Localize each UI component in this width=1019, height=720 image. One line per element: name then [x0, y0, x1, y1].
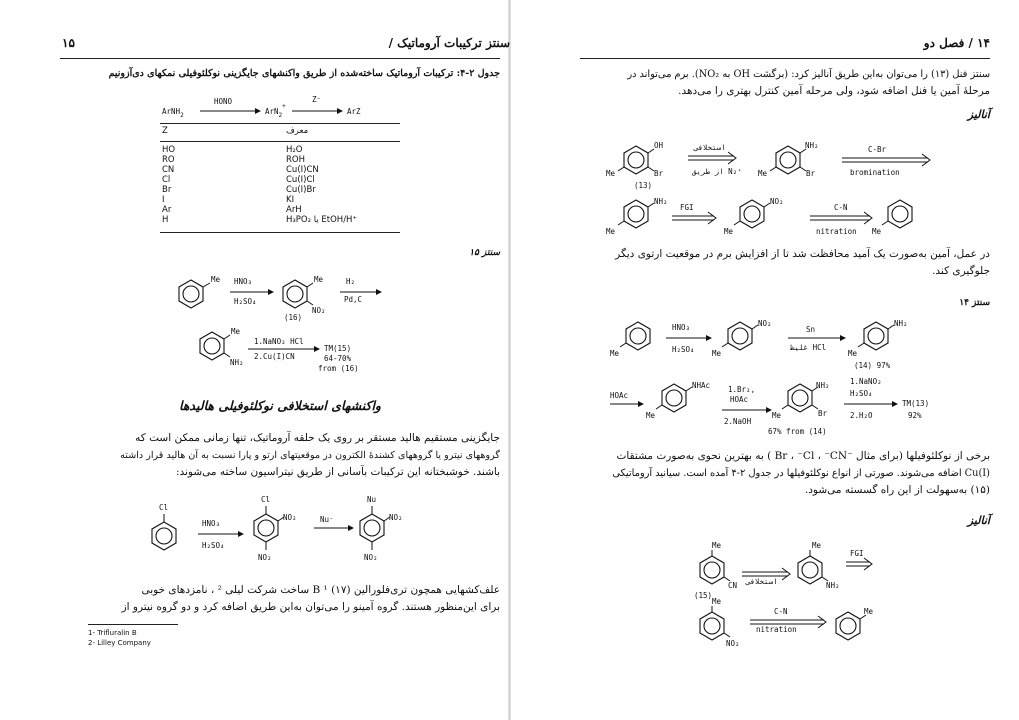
s14-nh2b: NH₂ — [816, 381, 830, 390]
left-header-title: سنتز ترکیبات آروماتیک — [397, 36, 510, 50]
scheme-intermediate: ArN$_2$+ — [265, 103, 286, 119]
nitr-cl1: Cl — [159, 503, 169, 512]
a2-nitration: nitration — [816, 227, 857, 236]
nitr-no2d: NO₂ — [364, 553, 378, 562]
table-cell-z: H — [162, 215, 169, 225]
nitr-no2b: NO₂ — [258, 553, 272, 562]
table-cell-z: Ar — [162, 205, 172, 215]
s14-naoh: 2.NaOH — [724, 417, 752, 426]
nitr-nu2: Nu — [367, 495, 377, 504]
reagent-table — [160, 126, 400, 136]
a2-me: Me — [606, 227, 616, 236]
s15-step1: 1.NaNO₂ HCl — [254, 337, 304, 346]
scheme-reactant: ArNH$_2$ — [162, 107, 184, 119]
a4-cn: C-N — [774, 607, 788, 616]
scheme-product: ArZ — [347, 107, 361, 116]
a2-fgi: FGI — [680, 203, 694, 212]
s14-me5: Me — [772, 411, 782, 420]
right-header-sep: / — [968, 36, 973, 50]
nitration-scheme — [140, 492, 440, 578]
table-row — [160, 195, 400, 205]
s14-hoac: HOAc — [610, 391, 629, 400]
left-paragraph-line: باشند. خوشبختانه این ترکیبات بآسانی از طریق نیتراسیون ساخته می‌شوند: — [175, 466, 500, 478]
right-paragraph-line: مرحلهٔ آمین یا فنل اضافه شود، ولی مرحله آمین کنترل بهتری را می‌دهد. — [678, 85, 990, 97]
right-page-number: ۱۴ — [977, 36, 990, 50]
right-paragraph-3 — [578, 448, 990, 499]
nitr-nu: Nu⁻ — [320, 515, 334, 524]
a1-arrow-bottom: از طریق N₂⁺ — [692, 167, 742, 176]
s15-label16: (16) — [284, 313, 303, 322]
table-top-rule — [160, 123, 400, 124]
table-cell-reagent: Cu(I)Br — [286, 185, 316, 195]
a1-arrow-top: استخلافی — [694, 143, 726, 152]
s14-me: Me — [610, 349, 620, 358]
a1-br2: Br — [806, 169, 816, 178]
s15-h2: H₂ — [346, 277, 356, 286]
a2-cn: C-N — [834, 203, 848, 212]
s14-h2so4: H₂SO₄ — [672, 345, 695, 354]
a4-me2: Me — [864, 607, 874, 616]
a3-label15: (15) — [694, 591, 713, 600]
left-paragraph-line: جایگزینی مستقیم هالید مستقر بر روی یک حلقه آروماتیک، تنها زمانی ممکن است که — [135, 432, 500, 444]
right-header — [810, 36, 990, 50]
right-paragraph-2 — [578, 246, 990, 280]
table-col-z: Z — [162, 126, 168, 136]
synthesis-15-scheme — [150, 262, 410, 384]
footnote-rule — [88, 624, 178, 625]
s15-no2: NO₂ — [312, 306, 326, 315]
s14-tm: TM(13) — [902, 399, 930, 408]
a1-br: Br — [654, 169, 664, 178]
synth14-label: سنتز ۱۴ — [959, 298, 990, 308]
s14-nhac: NHAc — [692, 381, 711, 390]
right-paragraph-line: سنتز فنل (۱۳) را می‌توان به‌این طریق آنالیز کرد: (برگشت OH به NO₂). برم می‌تواند در — [627, 69, 990, 80]
footnotes — [88, 628, 151, 648]
a2-no2: NO₂ — [770, 197, 784, 206]
a1-nh2: NH₂ — [805, 141, 819, 150]
table-row — [160, 165, 400, 175]
s15-h2so4: H₂SO₄ — [234, 297, 257, 306]
a3-nh2: NH₂ — [826, 581, 840, 590]
right-paragraph3-line: (۱۵) به‌سهولت از این راه گسسته می‌شود. — [804, 484, 990, 496]
scheme-arrowhead1 — [255, 108, 261, 114]
table-cell-z: Br — [162, 185, 172, 195]
s15-pdc: Pd,C — [344, 295, 363, 304]
a1-cbr: C-Br — [868, 145, 887, 154]
s14-hcl: غلیظ HCl — [790, 343, 827, 352]
s14-yield2: 92% — [908, 411, 922, 420]
a1-oh: OH — [654, 141, 664, 150]
diazonium-scheme — [160, 92, 400, 122]
table-caption: جدول ۲-۴: ترکیبات آروماتیک ساخته‌شده از طریق واکنشهای جایگزینی نوکلئوفیلی نمکهای دی‌آزونیم — [108, 68, 500, 79]
s15-step2: 2.Cu(I)CN — [254, 352, 295, 361]
s15-yield: 64-70% — [324, 354, 352, 363]
a1-bromination: bromination — [850, 168, 900, 177]
table-cell-z: I — [162, 195, 165, 205]
a1-me2: Me — [758, 169, 768, 178]
nitr-h2so4: H₂SO₄ — [202, 541, 225, 550]
right-paragraph — [578, 66, 990, 100]
table-body — [160, 145, 400, 225]
footnote-2: 2- Lilley Company — [88, 639, 151, 647]
table-col-reagent: معرف — [286, 126, 309, 136]
s14-no2: NO₂ — [758, 319, 772, 328]
table-row — [160, 175, 400, 185]
analysis-label-1: آنالیز — [967, 108, 990, 121]
s14-me4: Me — [646, 411, 656, 420]
s14-hoac2: HOAc — [730, 395, 749, 404]
a2-nh2: NH₂ — [654, 197, 668, 206]
table-header-row — [160, 126, 400, 136]
table-row — [160, 185, 400, 195]
s15-nh2: NH₂ — [230, 358, 244, 367]
aromatic-circle — [183, 286, 199, 302]
a3-me: Me — [712, 541, 722, 550]
right-paragraph3-line: برخی از نوکلئوفیلها (برای مثال ⁻Br ، ⁻Cl ، ⁻CN ) به بهترین نحوی به‌صورت مشتقات — [616, 450, 990, 462]
section-title: واکنشهای استخلافی نوکلئوفیلی هالیدها — [179, 398, 381, 413]
analysis-label-2: آنالیز — [967, 514, 990, 527]
s14-me3: Me — [848, 349, 858, 358]
a1-me: Me — [606, 169, 616, 178]
s15-me2: Me — [314, 275, 324, 284]
table-cell-reagent: H₂O — [286, 145, 303, 155]
scheme-arrowhead2 — [337, 108, 343, 114]
table-cell-reagent: H₃PO₂ یا EtOH/H⁺ — [286, 215, 357, 225]
a4-no2: NO₂ — [726, 639, 740, 648]
a2-me2: Me — [724, 227, 734, 236]
s14-sn: Sn — [806, 325, 816, 334]
a4-me: Me — [712, 597, 722, 606]
synthesis-14-scheme — [610, 310, 1000, 460]
a3-fgi: FGI — [850, 549, 864, 558]
s14-label14: (14) 97% — [854, 361, 891, 370]
left-page-number: ۱۵ — [62, 36, 75, 50]
table-cell-z: HO — [162, 145, 176, 155]
table-cell-z: CN — [162, 165, 175, 175]
s15-tm: TM(15) — [324, 344, 352, 353]
a1-label13: (13) — [634, 181, 653, 190]
table-cell-z: RO — [162, 155, 175, 165]
left-paragraph2-line: علف‌کشهایی همچون تری‌فلورالین B ¹ (۱۷) ساخت شرکت لیلی ² ، نامزدهای خوبی — [141, 584, 500, 596]
s14-nh2: NH₂ — [894, 319, 908, 328]
s14-yield: 67% from (14) — [768, 427, 827, 436]
table-row — [160, 205, 400, 215]
table-row — [160, 215, 400, 225]
analysis-2-scheme — [670, 538, 950, 658]
right-header-rule — [580, 58, 990, 59]
table-cell-z: Cl — [162, 175, 171, 185]
table-row — [160, 155, 400, 165]
scheme-reagent2: Z⁻ — [312, 95, 322, 104]
footnote-1: 1- Trifluralin B — [88, 629, 137, 637]
a4-nitration: nitration — [756, 625, 797, 634]
right-header-title: فصل دو — [923, 36, 965, 50]
left-paragraph-2 — [60, 582, 500, 616]
table-cell-reagent: ArH — [286, 205, 302, 215]
right-page — [510, 0, 1019, 720]
table-cell-reagent: Cu(I)CN — [286, 165, 319, 175]
nitr-no2c: NO₂ — [389, 513, 403, 522]
right-paragraph2-line: در عمل، آمین به‌صورت یک آمید محافظت شد تا از افزایش برم در موقعیت ارتوی دیگر — [615, 248, 990, 260]
left-paragraph — [60, 430, 500, 481]
nitr-hno3: HNO₃ — [202, 519, 221, 528]
s14-nano2: 1.NaNO₂ — [850, 377, 882, 386]
s14-br: Br — [818, 409, 828, 418]
table-header-rule — [160, 141, 400, 142]
s15-from: from (16) — [318, 364, 359, 373]
a3-arrow: استخلافی — [746, 577, 778, 586]
s14-br2: 1.Br₂, — [728, 385, 756, 394]
s14-me2: Me — [712, 349, 722, 358]
table-cell-reagent: KI — [286, 195, 295, 205]
s15-me1: Me — [211, 275, 221, 284]
left-header-sep: / — [388, 36, 393, 50]
s14-hno3: HNO₃ — [672, 323, 691, 332]
nitr-no2a: NO₂ — [283, 513, 297, 522]
s14-h2o: 2.H₂O — [850, 411, 873, 420]
a3-me2: Me — [812, 541, 822, 550]
left-header-rule — [60, 58, 500, 59]
synth15-label: سنتز ۱۵ — [469, 248, 500, 258]
table-cell-reagent: Cu(I)Cl — [286, 175, 315, 185]
a2-me3: Me — [872, 227, 882, 236]
right-paragraph3-line: Cu(I) اضافه می‌شوند. صورتی از انواع نوکلئوفیلها در جدول ۲-۴ آمده است. سیانید آروماتیکی — [612, 468, 990, 479]
a3-cn: CN — [728, 581, 738, 590]
left-paragraph-line: گروههای نیترو یا گروههای کشندهٔ الکترون در موقعیتهای ارتو و پارا نسبت به آن هالید قرار داشته — [120, 450, 500, 461]
s15-me3: Me — [231, 327, 241, 336]
nitr-cl2: Cl — [261, 495, 271, 504]
left-header — [90, 36, 510, 50]
table-bottom-rule — [160, 232, 400, 233]
right-paragraph2-line: جلوگیری کند. — [932, 265, 990, 277]
s14-h2so4b: H₂SO₄ — [850, 389, 873, 398]
left-paragraph2-line: برای این‌منظور هستند. گروه آمینو را می‌توان به‌این طریق اضافه کرد و دو گروه نیترو از — [121, 601, 500, 613]
s15-hno3: HNO₃ — [234, 277, 253, 286]
analysis-1-scheme — [606, 130, 990, 240]
table-cell-reagent: ROH — [286, 155, 305, 165]
scheme-reagent1: HONO — [214, 97, 233, 106]
table-row — [160, 145, 400, 155]
